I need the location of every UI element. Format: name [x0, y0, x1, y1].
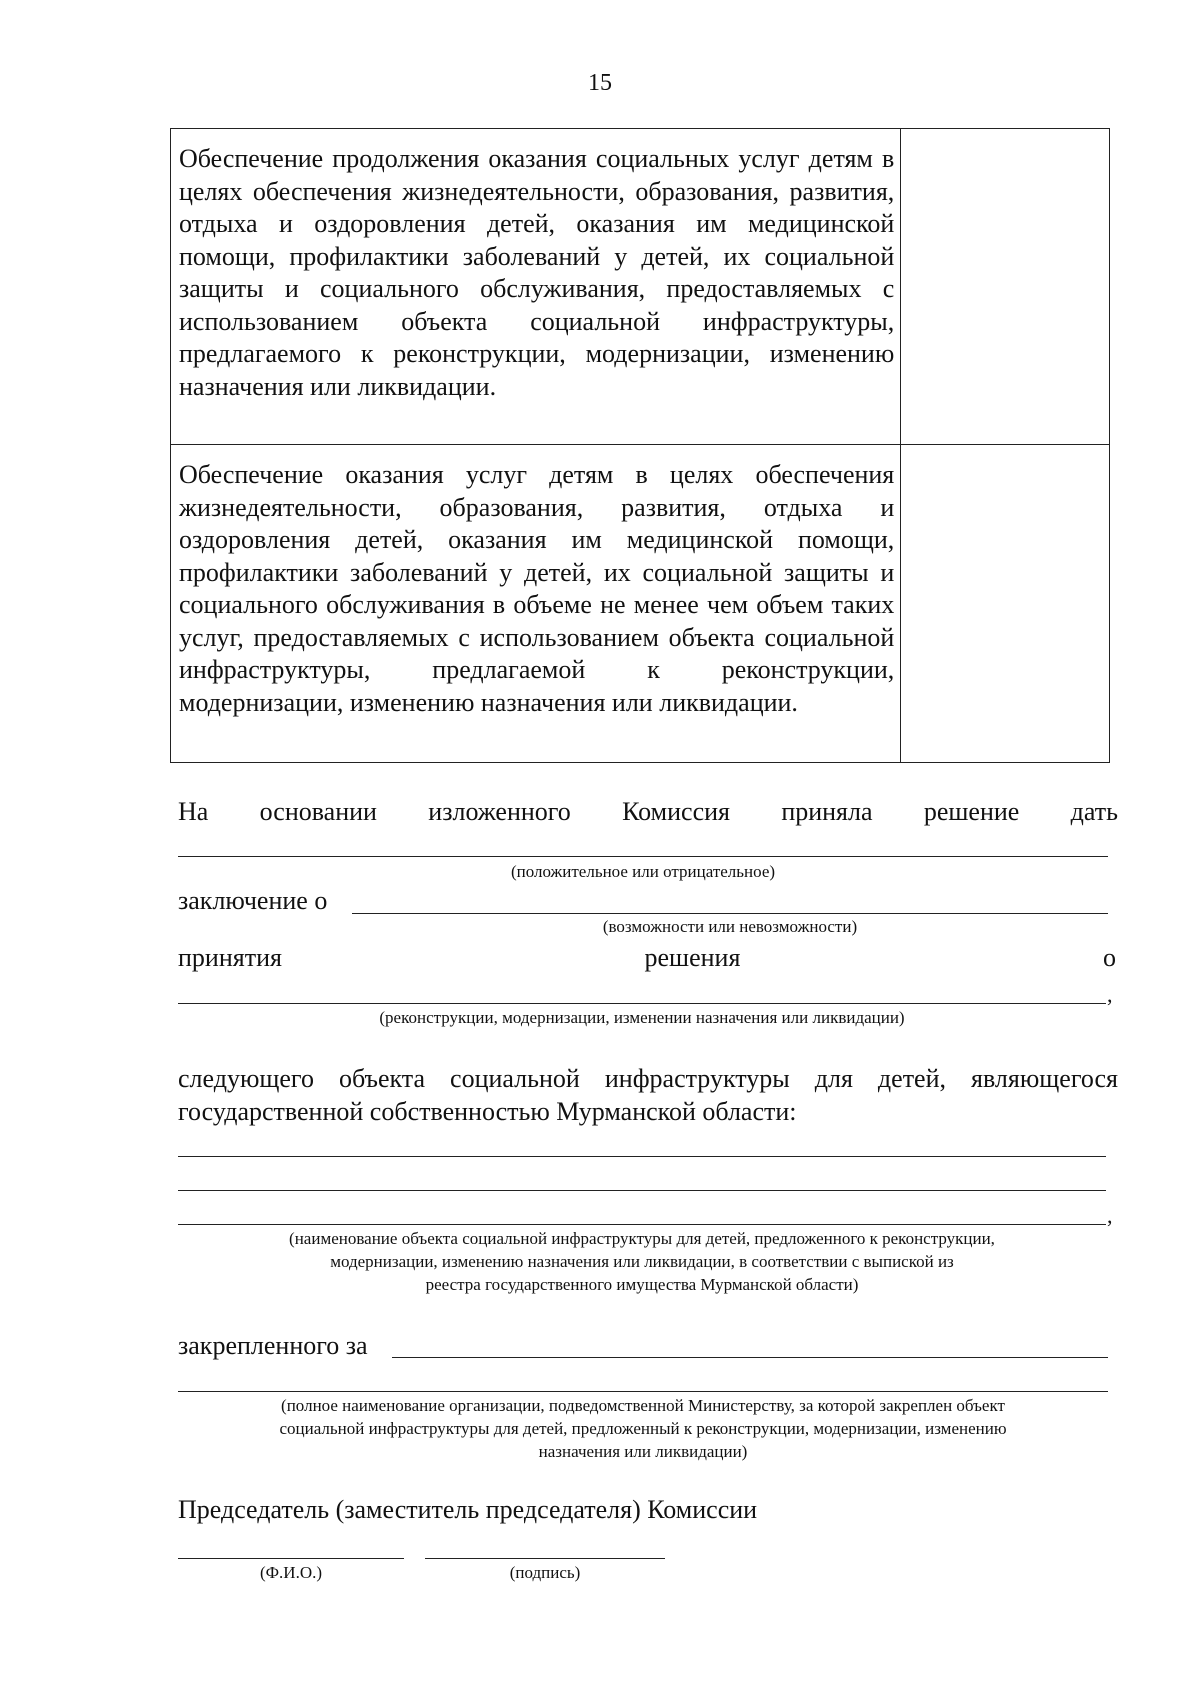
table-row — [171, 129, 1110, 445]
criterion-mark-cell[interactable] — [901, 129, 1110, 445]
criteria-table — [170, 128, 1110, 763]
criterion-mark-cell[interactable] — [901, 445, 1110, 763]
intro-word: дать — [1070, 797, 1118, 826]
object-text: следующего объекта социальной инфраструктуры для детей, являющегося государственной собственностью Мурманской области: — [178, 1064, 1118, 1126]
decision-intro — [178, 796, 1118, 828]
adoption-word: принятия — [178, 943, 282, 972]
adoption-word: решения — [644, 943, 741, 972]
caption-organization-line-1: (полное наименование организации, подведомственной Министерству, за которой закреплен объект — [281, 1396, 1005, 1415]
caption-name: (Ф.И.О.) — [259, 1563, 323, 1582]
intro-word: Комиссия — [622, 797, 730, 826]
caption-organization-line-3: назначения или ликвидации) — [538, 1442, 748, 1461]
object-name-field-3[interactable] — [178, 1224, 1106, 1225]
caption-conclusion-type: (положительное или отрицательное) — [510, 862, 776, 881]
intro-word: изложенного — [428, 797, 571, 826]
object-name-field-1[interactable] — [178, 1156, 1106, 1157]
signature-title: Председатель (заместитель председателя) Комиссии — [178, 1495, 758, 1524]
conclusion-type-field[interactable] — [178, 856, 1108, 857]
adoption-word: о — [1102, 943, 1116, 972]
adoption-row — [178, 942, 1116, 974]
possibility-field[interactable] — [352, 913, 1108, 914]
intro-word: На — [178, 797, 209, 826]
intro-word: решение — [923, 797, 1020, 826]
intro-word: приняла — [781, 797, 873, 826]
caption-organization-line-2: социальной инфраструктуры для детей, предложенный к реконструкции, модернизации, изменению — [279, 1419, 1007, 1438]
assignment-label: закрепленного за — [178, 1331, 368, 1360]
action-field[interactable] — [178, 1003, 1106, 1004]
intro-word: основании — [259, 797, 377, 826]
conclusion-label: заключение о — [178, 886, 328, 915]
object-name-field-2[interactable] — [178, 1190, 1106, 1191]
signature-field[interactable] — [425, 1558, 665, 1559]
organization-field-2[interactable] — [178, 1391, 1108, 1392]
criterion-text: Обеспечение оказания услуг детям в целях обеспечения жизнедеятельности, образования, развития, отдыха и оздоровления детей, оказания им медицинской помощи, профилактики заболеваний у детей, их социальной защиты и социального обслуживания в объеме не менее чем объем таких услуг, предоставляемых с использованием объекта социальной инфраструктуры, предлагаемой к реконструкции, модернизации, изменению назначения или ликвидации. — [171, 445, 901, 763]
comma: , — [1107, 982, 1113, 1007]
comma: , — [1107, 1203, 1113, 1228]
name-field[interactable] — [178, 1558, 404, 1559]
caption-object-line-1: (наименование объекта социальной инфраструктуры для детей, предложенного к реконструкции, — [289, 1229, 995, 1248]
caption-possibility: (возможности или невозможности) — [602, 917, 858, 936]
criterion-text: Обеспечение продолжения оказания социальных услуг детям в целях обеспечения жизнедеятельности, образования, развития, отдыха и оздоровления детей, оказания им медицинской помощи, профилактики заболеваний у детей, их социальной защиты и социального обслуживания, предоставляемых с использованием объекта социальной инфраструктуры, предлагаемого к реконструкции, модернизации, изменению назначения или ликвидации. — [171, 129, 901, 445]
page-number: 15 — [588, 70, 612, 96]
organization-field-1[interactable] — [392, 1357, 1108, 1358]
caption-signature: (подпись) — [509, 1563, 581, 1582]
table-row — [171, 445, 1110, 763]
caption-action: (реконструкции, модернизации, изменении назначения или ликвидации) — [379, 1008, 905, 1027]
caption-object-line-3: реестра государственного имущества Мурманской области) — [425, 1275, 859, 1294]
caption-object-line-2: модернизации, изменению назначения или ликвидации, в соответствии с выпиской из — [330, 1252, 954, 1271]
